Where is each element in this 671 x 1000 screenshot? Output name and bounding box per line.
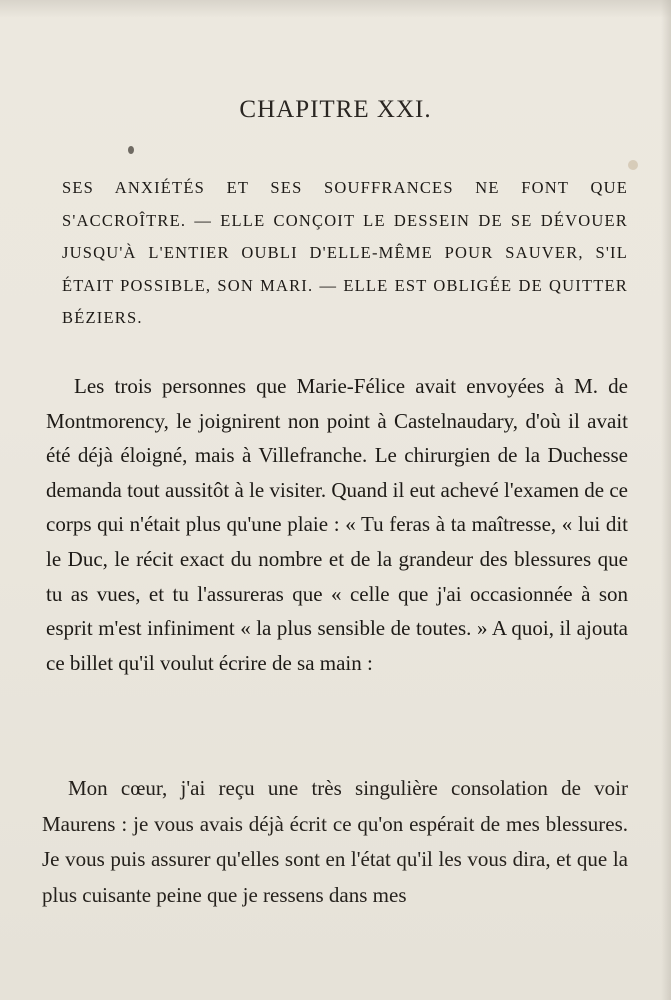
body-paragraph: Les trois personnes que Marie-Félice avait envoyées à M. de Montmorency, le joignirent non point à Castelnaudary, d'où il avait été déjà éloigné, mais à Villefranche. Le chirurgien de la Duchesse demanda tout aussitôt à le visiter. Quand il eut achevé l'examen de ce corps qui n'était plus qu'une plaie : « Tu feras à ta maîtresse, « lui dit le Duc, le récit exact du nombre et de la grandeur des blessures que tu as vues, et tu l'assureras que « celle que j'ai occasionnée à son esprit m'est infiniment « la plus sensible de toutes. » A quoi, il ajouta ce billet qu'il voulut écrire de sa main : <box>46 374 628 675</box>
chapter-summary <box>62 172 628 335</box>
letter-text <box>42 771 628 913</box>
ink-speck <box>128 146 134 154</box>
letter-paragraph: Mon cœur, j'ai reçu une très singulière consolation de voir Maurens : je vous avais déjà écrit ce qu'on espérait de mes blessures. Je vous puis assurer qu'elles sont en l'état qu'il les vous dira, et que la plus cuisante peine que je ressens dans mes <box>42 776 628 907</box>
chapter-summary-text: SES ANXIÉTÉS ET SES SOUFFRANCES NE FONT QUE S'ACCROÎTRE. — ELLE CONÇOIT LE DESSEIN DE SE DÉVOUER JUSQU'À L'ENTIER OUBLI D'ELLE-MÊME POUR SAUVER, S'IL ÉTAIT POSSIBLE, SON MARI. — ELLE EST OBLIGÉE DE QUITTER BÉZIERS. <box>62 178 628 327</box>
chapter-title: CHAPITRE XXI. <box>239 96 432 123</box>
body-text <box>46 369 628 680</box>
paper-stain <box>628 160 638 170</box>
